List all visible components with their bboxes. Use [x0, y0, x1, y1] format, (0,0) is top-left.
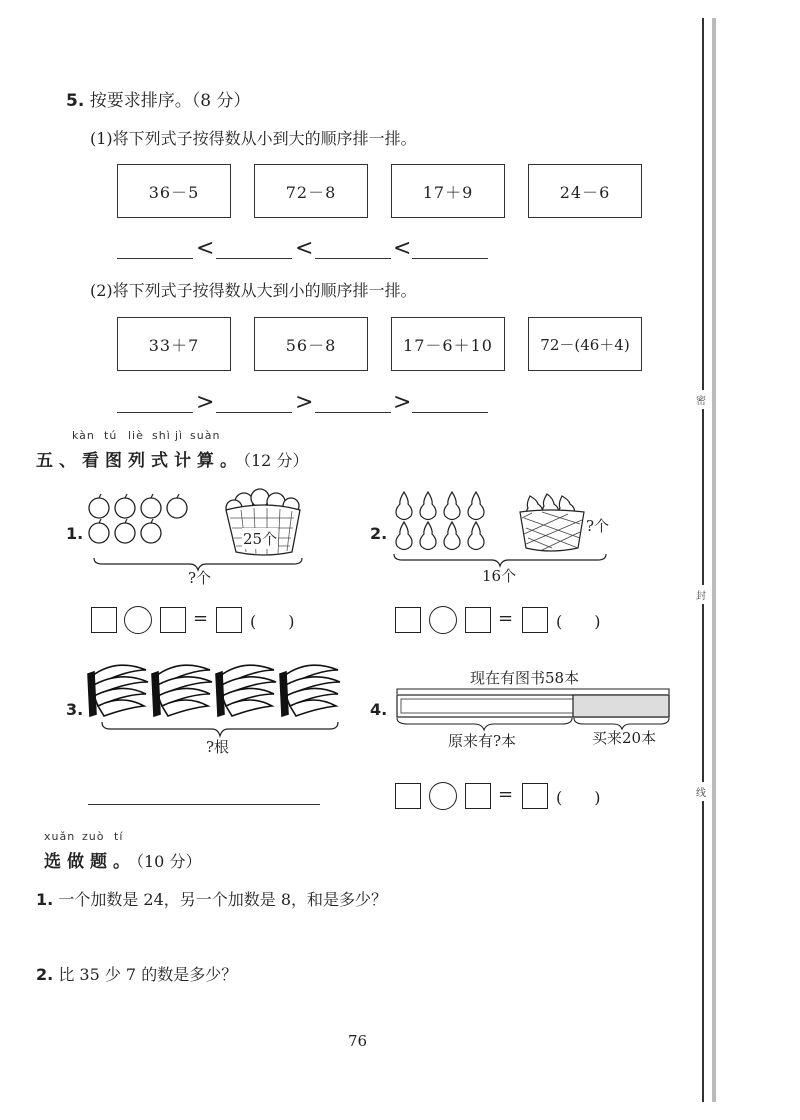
pinyin-syllable: xuǎn: [44, 830, 76, 843]
equals-sign: =: [498, 608, 514, 629]
pinyin-syllable: kàn: [72, 429, 95, 442]
pinyin-syllable: zuò: [82, 830, 105, 843]
answer-box[interactable]: [465, 607, 491, 633]
expr-box: 36－5: [117, 164, 231, 218]
question-2: [36, 962, 237, 985]
greater-than-sign: >: [196, 390, 215, 415]
operator-circle[interactable]: [429, 782, 457, 810]
pinyin-syllable: shì: [152, 429, 171, 442]
expr-box: 56－8: [254, 317, 368, 371]
answer-line[interactable]: [88, 804, 320, 805]
basket-label: 25个: [243, 530, 278, 548]
pinyin-syllable: suàn: [190, 429, 221, 442]
equals-sign: =: [498, 784, 514, 805]
unit-parentheses[interactable]: ( ): [556, 612, 601, 631]
q5-part1-instruction: (1)将下列式子按得数从小到大的顺序排一排。: [90, 129, 417, 148]
expr-box: 17－6＋10: [391, 317, 505, 371]
unit-parentheses[interactable]: ( ): [556, 788, 601, 807]
answer-blank[interactable]: [412, 412, 488, 413]
binding-line-left: [702, 18, 704, 1102]
less-than-sign: <: [196, 236, 215, 261]
unit-parentheses[interactable]: ( ): [250, 612, 295, 631]
problem-number: 3.: [66, 700, 84, 719]
question-1: [36, 887, 387, 910]
expr-box: 72－8: [254, 164, 368, 218]
binding-label-feng: 封: [696, 585, 706, 604]
question-text: 比 35 少 7 的数是多少？: [58, 965, 238, 984]
binding-label-xian: 线: [696, 782, 706, 801]
answer-blank[interactable]: [117, 412, 193, 413]
bananas-picture: [86, 656, 352, 728]
answer-blank[interactable]: [216, 258, 292, 259]
answer-box[interactable]: [160, 607, 186, 633]
answer-box[interactable]: [465, 783, 491, 809]
answer-blank[interactable]: [315, 412, 391, 413]
equals-sign: =: [193, 608, 209, 629]
q5-number: 5.: [66, 91, 85, 111]
pinyin-syllable: tí: [114, 830, 124, 843]
answer-box[interactable]: [216, 607, 242, 633]
q5-part2-instruction: (2)将下列式子按得数从大到小的顺序排一排。: [90, 281, 417, 300]
greater-than-sign: >: [393, 390, 412, 415]
pinyin-syllable: liè: [128, 429, 144, 442]
expr-box: 72－(46＋4): [528, 317, 642, 371]
pears-picture: [392, 486, 592, 556]
problem-number: 2.: [370, 524, 388, 543]
page-number: 76: [348, 1032, 368, 1050]
q5-title: [66, 86, 250, 111]
answer-box[interactable]: [395, 783, 421, 809]
operator-circle[interactable]: [124, 606, 152, 634]
answer-blank[interactable]: [117, 258, 193, 259]
section5-title: [36, 446, 308, 471]
problem-number: 1.: [66, 524, 84, 543]
answer-box[interactable]: [522, 607, 548, 633]
question-number: 2.: [36, 965, 54, 984]
operator-circle[interactable]: [429, 606, 457, 634]
answer-blank[interactable]: [216, 412, 292, 413]
brace-label: ?根: [206, 738, 230, 756]
question-number: 1.: [36, 890, 54, 909]
answer-box[interactable]: [522, 783, 548, 809]
less-than-sign: <: [393, 236, 412, 261]
brace-label: 16个: [482, 567, 517, 585]
pinyin-syllable: tú: [104, 429, 118, 442]
bar-top-label: 现在有图书58本: [470, 669, 580, 687]
bar-left-label: 原来有?本: [448, 732, 517, 750]
section5-title-text: 五、看图列式计算。: [36, 451, 243, 471]
section5-points: （12 分）: [243, 451, 309, 470]
basket-label: ?个: [586, 517, 610, 535]
answer-blank[interactable]: [412, 258, 488, 259]
question-text: 一个加数是 24，另一个加数是 8，和是多少？: [58, 890, 388, 909]
binding-line-right: [712, 18, 716, 1102]
answer-box[interactable]: [91, 607, 117, 633]
q5-title-text: 按要求排序。（8 分）: [89, 91, 251, 111]
answer-box[interactable]: [395, 607, 421, 633]
expr-box: 17＋9: [391, 164, 505, 218]
greater-than-sign: >: [295, 390, 314, 415]
expr-box: 33＋7: [117, 317, 231, 371]
section6-points: （10 分）: [136, 852, 202, 871]
binding-label-mi: 密: [696, 390, 706, 409]
expr-box: 24－6: [528, 164, 642, 218]
section6-title-text: 选做题。: [44, 852, 136, 872]
answer-blank[interactable]: [315, 258, 391, 259]
bar-right-label: 买来20本: [592, 729, 657, 747]
pinyin-syllable: jì: [175, 429, 184, 442]
problem-number: 4.: [370, 700, 388, 719]
section6-title: [44, 847, 201, 872]
less-than-sign: <: [295, 236, 314, 261]
brace-label: ?个: [188, 569, 212, 587]
